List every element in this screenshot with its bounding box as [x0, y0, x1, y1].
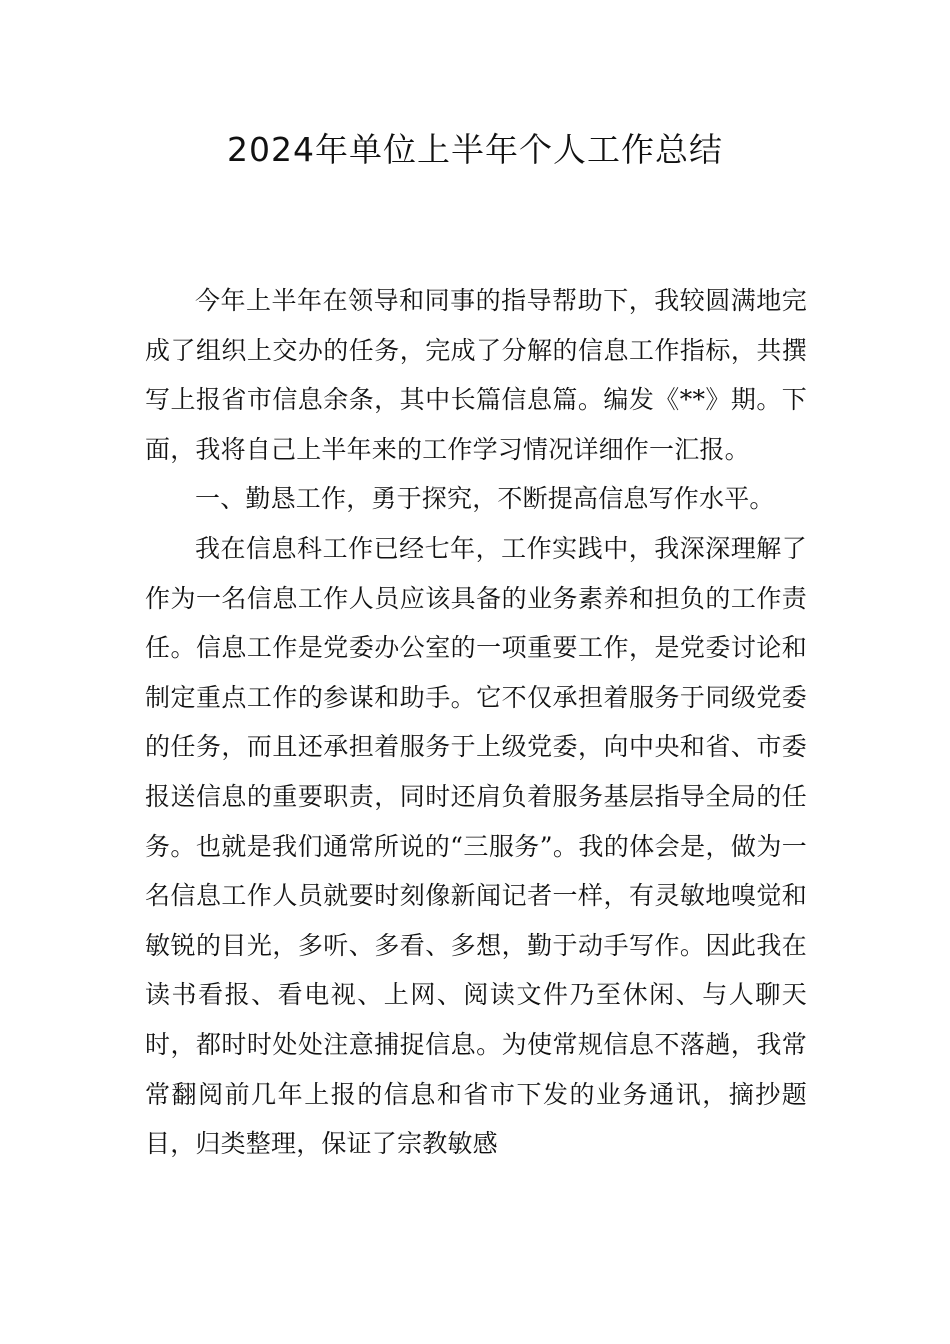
paragraph-section-heading: 一、勤恳工作，勇于探究，不断提高信息写作水平。	[195, 484, 775, 514]
paragraph-section-body: 我在信息科工作已经七年，工作实践中，我深深理解了作为一名信息工作人员应该具备的业务素养和担负的工作责任。信息工作是党委办公室的一项重要工作，是党委讨论和制定重点工作的参谋和助手。它不仅承担着服务于同级党委的任务，而且还承担着服务于上级党委，向中央和省、市委报送信息的重要职责，同时还肩负着服务基层指导全局的任务。也就是我们通常所说的“三服务”。我的体会是，做为一名信息工作人员就要时刻像新闻记者一样，有灵敏地嗅觉和敏锐的目光，多听、多看、多想，勤于动手写作。因此我在读书看报、看电视、上网、阅读文件乃至休闲、与人聊天时，都时时处处注意捕捉信息。为使常规信息不落趟，我常常翻阅前几年上报的信息和省市下发的业务通讯，摘抄题目，归类整理，保证了宗教敏感	[145, 533, 807, 1159]
document-title: 2024年单位上半年个人工作总结	[227, 130, 723, 169]
paragraph-intro: 今年上半年在领导和同事的指导帮助下，我较圆满地完成了组织上交办的任务，完成了分解的信息工作指标，共撰写上报省市信息余条，其中长篇信息篇。编发《**》期。下面，我将自己上半年来的工作学习情况详细作一汇报。	[145, 286, 807, 464]
document-body	[145, 276, 807, 1169]
